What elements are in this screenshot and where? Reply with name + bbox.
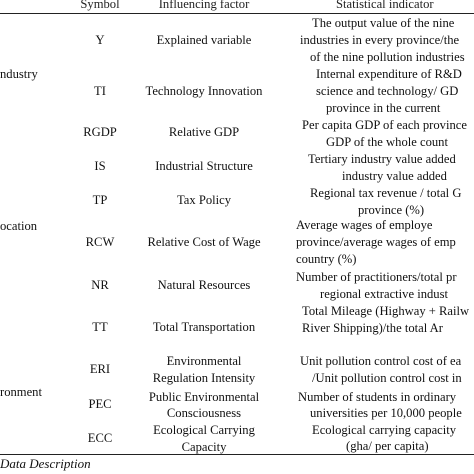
row-factor: Natural Resources — [157, 278, 251, 292]
row-symbol: ECC — [87, 431, 113, 445]
group-label-environment: ronment — [0, 385, 42, 399]
row-factor: Total Transportation — [152, 320, 256, 334]
row-factor: Ecological Carrying — [153, 423, 255, 437]
row-factor: Regulation Intensity — [152, 371, 256, 385]
row-factor: Relative Cost of Wage — [147, 235, 261, 249]
row-indicator-line: province/average wages of emp — [296, 235, 456, 249]
table-caption: Data Description — [0, 456, 91, 471]
row-symbol: Y — [95, 33, 105, 47]
row-indicator-line: industry value added — [342, 169, 447, 183]
row-indicator-line: country (%) — [296, 252, 357, 266]
row-indicator-line: The output value of the nine — [312, 16, 455, 30]
row-indicator-line: industries in every province/the — [300, 33, 460, 47]
row-factor: Environmental — [166, 354, 242, 368]
header-indicator: Statistical indicator — [336, 0, 434, 11]
row-factor: Consciousness — [166, 406, 242, 420]
row-symbol: RGDP — [83, 125, 117, 139]
row-indicator-line: River Shipping)/the total Ar — [302, 321, 443, 335]
row-indicator-line: /Unit pollution control cost in — [312, 371, 462, 385]
row-indicator-line: universities per 10,000 people — [310, 406, 462, 420]
row-factor: Industrial Structure — [155, 159, 253, 173]
row-factor: Relative GDP — [168, 125, 240, 139]
row-indicator-line: province (%) — [358, 203, 425, 217]
row-symbol: PEC — [88, 397, 112, 411]
row-indicator-line: Total Mileage (Highway + Railw — [302, 304, 470, 318]
row-symbol: RCW — [85, 235, 115, 249]
row-factor: Tax Policy — [176, 193, 232, 207]
row-indicator-line: Unit pollution control cost of ea — [300, 354, 462, 368]
row-indicator-line: Average wages of employe — [296, 218, 433, 232]
table-bottom-rule — [0, 454, 474, 455]
row-indicator-line: (gha/ per capita) — [346, 439, 429, 453]
row-factor: Capacity — [181, 440, 227, 454]
header-factor: Influencing factor — [158, 0, 250, 11]
row-factor: Technology Innovation — [145, 84, 263, 98]
row-symbol: ERI — [89, 362, 111, 376]
header-rule — [0, 13, 474, 14]
row-indicator-line: science and technology/ GD — [316, 84, 459, 98]
row-indicator-line: GDP of the whole count — [326, 135, 448, 149]
row-symbol: TT — [92, 320, 108, 334]
row-indicator-line: Internal expenditure of R&D — [316, 67, 462, 81]
row-indicator-line: Number of students in ordinary — [298, 390, 457, 404]
row-symbol: NR — [91, 278, 109, 292]
group-label-industry: ndustry — [0, 67, 38, 81]
group-label-location: ocation — [0, 219, 38, 233]
row-indicator-line: of the nine pollution industries — [310, 50, 465, 64]
row-factor: Explained variable — [156, 33, 252, 47]
row-factor: Public Environmental — [148, 390, 260, 404]
row-indicator-line: regional extractive indust — [320, 287, 448, 301]
row-symbol: TI — [94, 84, 106, 98]
row-indicator-line: Tertiary industry value added — [308, 152, 456, 166]
row-indicator-line: province in the current — [326, 101, 441, 115]
row-symbol: IS — [94, 159, 106, 173]
row-indicator-line: Per capita GDP of each province — [302, 118, 467, 132]
row-indicator-line: Ecological carrying capacity — [312, 423, 457, 437]
row-symbol: TP — [92, 193, 108, 207]
row-indicator-line: Number of practitioners/total pr — [296, 270, 457, 284]
header-symbol: Symbol — [80, 0, 120, 11]
row-indicator-line: Regional tax revenue / total G — [310, 186, 462, 200]
